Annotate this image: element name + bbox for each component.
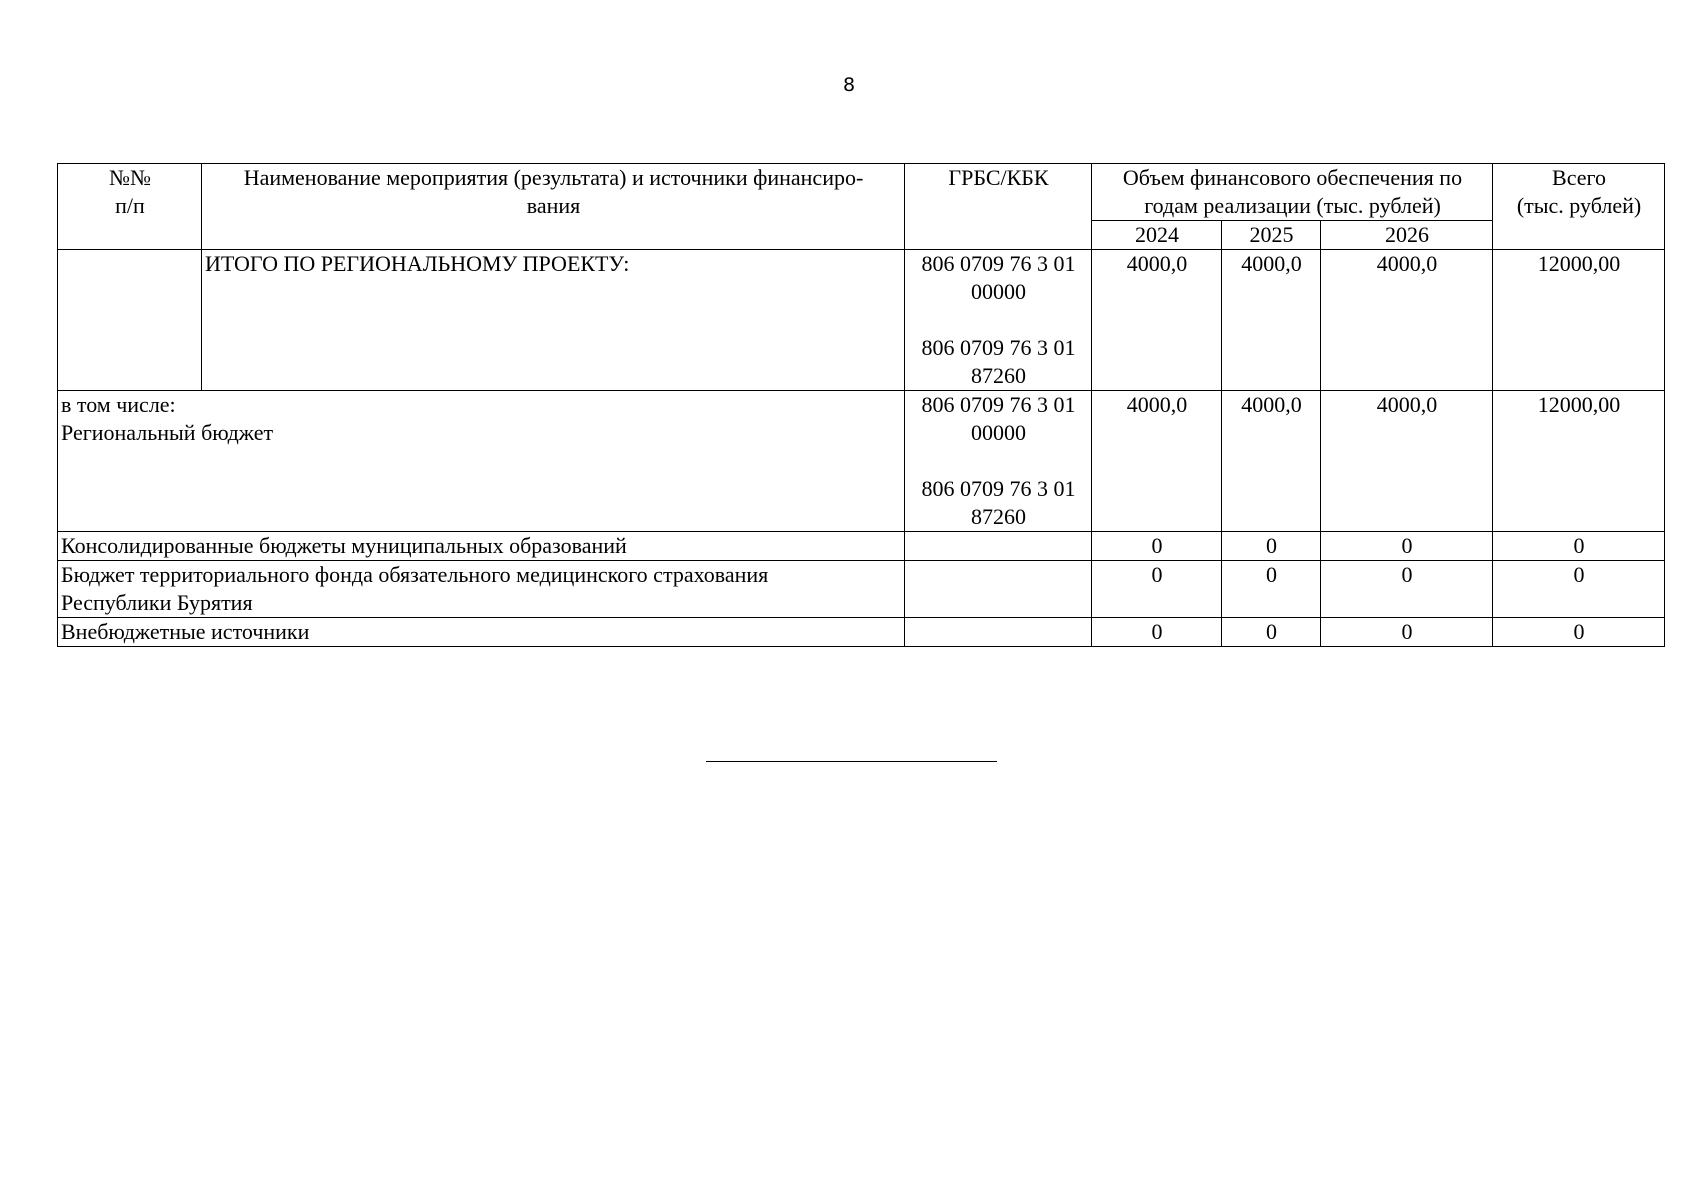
- header-volume: Объем финансового обеспечения по годам реализации (тыс. рублей): [1092, 164, 1493, 221]
- regional-2025: 4000,0: [1222, 391, 1321, 532]
- municipal-name: Консолидированные бюджеты муниципальных образований: [58, 532, 905, 561]
- itogo-2024: 4000,0: [1092, 250, 1222, 391]
- tfoms-2025: 0: [1222, 561, 1321, 618]
- end-separator-line: [706, 761, 997, 762]
- table-row-tfoms: [58, 561, 1665, 618]
- extra-2024: 0: [1092, 618, 1222, 647]
- table-row-extra: [58, 618, 1665, 647]
- itogo-2025: 4000,0: [1222, 250, 1321, 391]
- header-year-2025: 2025: [1222, 221, 1321, 250]
- extra-total: 0: [1493, 618, 1665, 647]
- header-year-2026: 2026: [1321, 221, 1493, 250]
- municipal-2025: 0: [1222, 532, 1321, 561]
- page-number: 8: [842, 74, 856, 96]
- header-num: №№ п/п: [58, 164, 202, 250]
- table-row-municipal: [58, 532, 1665, 561]
- itogo-name: ИТОГО ПО РЕГИОНАЛЬНОМУ ПРОЕКТУ:: [202, 250, 905, 391]
- table-row-regional: [58, 391, 1665, 532]
- itogo-2026: 4000,0: [1321, 250, 1493, 391]
- regional-2026: 4000,0: [1321, 391, 1493, 532]
- regional-total: 12000,00: [1493, 391, 1665, 532]
- tfoms-2024: 0: [1092, 561, 1222, 618]
- header-year-2024: 2024: [1092, 221, 1222, 250]
- extra-name: Внебюджетные источники: [58, 618, 905, 647]
- table-row-itogo: [58, 250, 1665, 391]
- itogo-codes: 806 0709 76 3 01 00000 806 0709 76 3 01 87260: [905, 250, 1092, 391]
- itogo-total: 12000,00: [1493, 250, 1665, 391]
- extra-codes: [905, 618, 1092, 647]
- tfoms-total: 0: [1493, 561, 1665, 618]
- municipal-codes: [905, 532, 1092, 561]
- extra-2026: 0: [1321, 618, 1493, 647]
- tfoms-2026: 0: [1321, 561, 1493, 618]
- tfoms-codes: [905, 561, 1092, 618]
- header-name: Наименование мероприятия (результата) и источники финансиро- вания: [202, 164, 905, 250]
- municipal-2024: 0: [1092, 532, 1222, 561]
- regional-2024: 4000,0: [1092, 391, 1222, 532]
- regional-codes: 806 0709 76 3 01 00000 806 0709 76 3 01 87260: [905, 391, 1092, 532]
- regional-name: в том числе: Региональный бюджет: [58, 391, 905, 532]
- extra-2025: 0: [1222, 618, 1321, 647]
- header-total: Всего (тыс. рублей): [1493, 164, 1665, 250]
- municipal-2026: 0: [1321, 532, 1493, 561]
- financing-table: [57, 163, 1665, 647]
- header-row-1: [58, 164, 1665, 221]
- municipal-total: 0: [1493, 532, 1665, 561]
- itogo-num: [58, 250, 202, 391]
- tfoms-name: Бюджет территориального фонда обязательного медицинского страхования Республики Бурятия: [58, 561, 905, 618]
- header-grbs: ГРБС/КБК: [905, 164, 1092, 250]
